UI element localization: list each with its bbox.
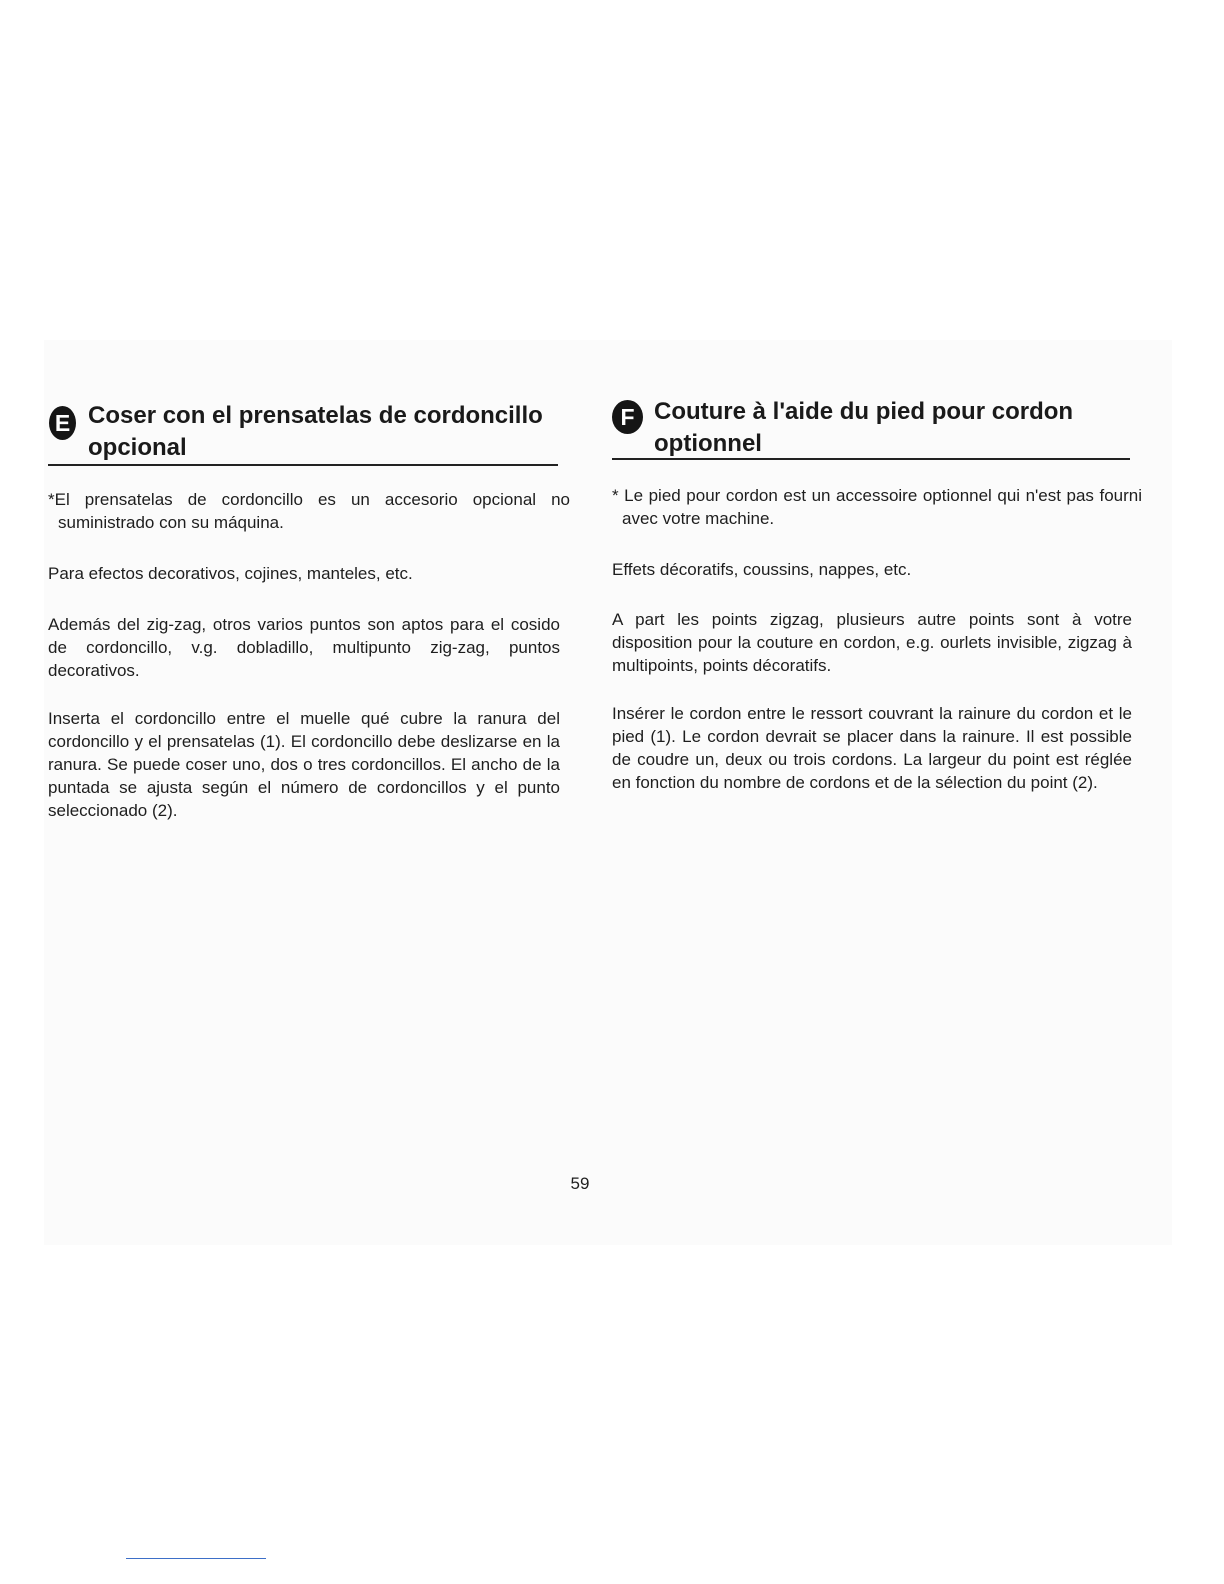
- spanish-paragraph-1: *El prensatelas de cordoncillo es un accesorio opcional no suministrado con su máquina.: [48, 490, 570, 532]
- french-title: Couture à l'aide du pied pour cordon optionnel: [654, 398, 1074, 457]
- page-number: 59: [570, 1174, 590, 1193]
- spanish-paragraph-2: Para efectos decorativos, cojines, manteles, etc.: [48, 564, 413, 583]
- spanish-paragraph-4: Inserta el cordoncillo entre el muelle qué cubre la ranura del cordoncillo y el prensatelas (1). El cordoncillo debe deslizarse en la ranura. Se puede coser uno, dos o tres cordoncillos. El ancho de la puntada se ajusta según el número de cordoncillos y el punto seleccionado (2).: [48, 709, 560, 820]
- spanish-paragraph-3: Además del zig-zag, otros varios puntos son aptos para el cosido de cordoncillo, v.g. dobladillo, multipunto zig-zag, puntos decorativos.: [48, 615, 560, 680]
- footer-line: [126, 1558, 266, 1559]
- language-badge-e: E: [49, 406, 76, 440]
- french-paragraph-3: A part les points zigzag, plusieurs autre points sont à votre disposition pour la couture en cordon, e.g. ourlets invisible, zigzag à multipoints, points décoratifs.: [612, 610, 1132, 675]
- language-badge-f: F: [612, 400, 643, 434]
- spanish-title-rule: [48, 464, 558, 466]
- french-paragraph-4: Insérer le cordon entre le ressort couvrant la rainure du cordon et le pied (1). Le cordon devrait se placer dans la rainure. Il est possible de coudre un, deux ou trois cordons. La largeur du point est réglée en fonction du nombre de cordons et de la sélection du point (2).: [612, 704, 1132, 792]
- french-paragraph-1: * Le pied pour cordon est un accessoire optionnel qui n'est pas fourni avec votre machine.: [612, 486, 1142, 528]
- french-title-rule: [612, 458, 1130, 460]
- spanish-title: Coser con el prensatelas de cordoncillo opcional: [88, 402, 543, 461]
- french-paragraph-2: Effets décoratifs, coussins, nappes, etc.: [612, 560, 912, 579]
